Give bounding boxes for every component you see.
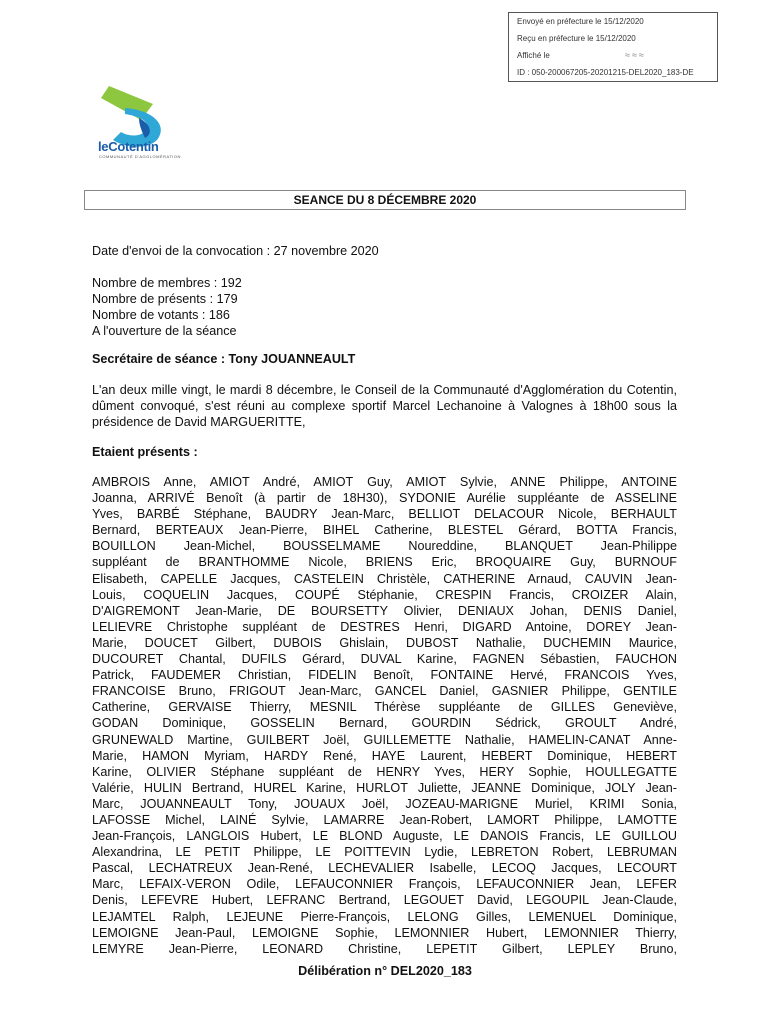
present-line: Karine, OLIVIER Stéphane suppléant de HENRY Yves, HERY Sophie, HOULLEGATTE [92,764,677,779]
present-line: FRANCOISE Bruno, FRIGOUT Jean-Marc, GANCEL Daniel, GASNIER Philippe, GENTILE [92,684,677,699]
present-line: Marie, DOUCET Gilbert, DUBOIS Ghislain, DUBOST Nathalie, DUCHEMIN Maurice, [92,635,677,650]
signature-mark: ≈≈≈ [624,50,646,60]
present-line: GODAN Dominique, GOSSELIN Bernard, GOURDIN Sédrick, GROULT André, [92,716,677,731]
present-line: Bernard, BERTEAUX Jean-Pierre, BIHEL Catherine, BLESTEL Gérard, BOTTA Francis, [92,523,677,538]
stamp-posted: Affiché le ≈≈≈ [509,47,717,64]
present-line: Joanna, ARRIVÉ Benoît (à partir de 18H30), SYDONIE Aurélie suppléante de ASSELINE [92,491,677,506]
present-line: BOUILLON Jean-Michel, BOUSSELMAME Noureddine, BLANQUET Jean-Philippe [92,539,677,554]
present-line: Jean-François, LANGLOIS Hubert, LE BLOND Auguste, LE DANOIS Francis, LE GUILLOU [92,829,677,844]
session-title: SEANCE DU 8 DÉCEMBRE 2020 [84,190,686,210]
count-opening: A l'ouverture de la séance [92,324,237,339]
stamp-received: Reçu en préfecture le 15/12/2020 [517,34,636,43]
stamp-id: ID : 050-200067205-20201215-DEL2020_183-DE [517,68,694,77]
present-line: suppléant de BRANTHOMME Nicole, BRIENS Eric, BROQUAIRE Guy, BURNOUF [92,555,677,570]
convocation-date: Date d'envoi de la convocation : 27 novembre 2020 [92,244,379,258]
present-line: Valérie, HULIN Bertrand, HUREL Karine, HURLOT Juliette, JEANNE Dominique, JOLY Jean- [92,780,677,795]
present-line: D'AIGREMONT Jean-Marie, DE BOURSETTY Olivier, DENIAUX Johan, DENIS Daniel, [92,603,677,618]
present-line: Louis, COQUELIN Jacques, COUPÉ Stéphanie, CRESPIN Francis, CROIZER Alain, [92,587,677,602]
present-line: Marc, LEFAIX-VERON Odile, LEFAUCONNIER François, LEFAUCONNIER Jean, LEFER [92,877,677,892]
prefecture-stamp [508,12,718,82]
present-line: LEJAMTEL Ralph, LEJEUNE Pierre-François, LELONG Gilles, LEMENUEL Dominique, [92,909,677,924]
count-voters: Nombre de votants : 186 [92,308,230,323]
session-secretary: Secrétaire de séance : Tony JOUANNEAULT [92,352,356,366]
present-line: Pascal, LECHATREUX Jean-René, LECHEVALIER Isabelle, LECOQ Jacques, LECOURT [92,861,677,876]
present-heading: Etaient présents : [92,445,198,459]
present-line: Yves, BARBÉ Stéphane, BAUDRY Jean-Marc, BELLIOT DELACOUR Nicole, BERHAULT [92,507,677,522]
present-line: LEMOIGNE Jean-Paul, LEMOIGNE Sophie, LEMONNIER Hubert, LEMONNIER Thierry, [92,925,677,940]
present-line: LEMYRE Jean-Pierre, LEONARD Christine, LEPETIT Gilbert, LEPLEY Bruno, [92,941,677,956]
present-line: AMBROIS Anne, AMIOT André, AMIOT Guy, AMIOT Sylvie, ANNE Philippe, ANTOINE [92,475,677,489]
attendance-counts [92,275,677,339]
present-line: Patrick, FAUDEMER Christian, FIDELIN Benoît, FONTAINE Hervé, FRANCOIS Yves, [92,668,677,683]
present-line: LELIEVRE Christophe suppléant de DESTRES Henri, DIGARD Antoine, DOREY Jean- [92,619,677,634]
present-line: DUCOURET Chantal, DUFILS Gérard, DUVAL Karine, FAGNEN Sébastien, FAUCHON [92,652,677,667]
present-line: Alexandrina, LE PETIT Philippe, LE POITTEVIN Lydie, LEBRETON Robert, LEBRUMAN [92,845,677,860]
present-line: LAFOSSE Michel, LAINÉ Sylvie, LAMARRE Jean-Robert, LAMORT Philippe, LAMOTTE [92,812,677,827]
present-line: GRUNEWALD Martine, GUILBERT Joël, GUILLEMETTE Nathalie, HAMELIN-CANAT Anne- [92,732,677,747]
present-line: Catherine, GERVAISE Thierry, MESNIL Thérèse suppléante de GILLES Geneviève, [92,700,677,715]
present-line: Marie, HAMON Myriam, HARDY René, HAYE Laurent, HEBERT Dominique, HEBERT [92,748,677,763]
deliberation-number: Délibération n° DEL2020_183 [298,964,472,978]
intro-paragraph: L'an deux mille vingt, le mardi 8 décembre, le Conseil de la Communauté d'Agglomération du Cotentin, dûment convoqué, s'est réuni au complexe sportif Marcel Lechanoine à Valognes à 18h00 sous la présidence de David MARGUERITTE, [92,383,677,430]
logo-name: leCotentin [98,139,159,154]
stamp-sent: Envoyé en préfecture le 15/12/2020 [517,17,644,26]
present-line: Marc, JOUANNEAULT Tony, JOUAUX Joël, JOZEAU-MARIGNE Muriel, KRIMI Sonia, [92,796,677,811]
present-line: Elisabeth, CAPELLE Jacques, CASTELEIN Christèle, CATHERINE Arnaud, CAUVIN Jean- [92,571,677,586]
count-present: Nombre de présents : 179 [92,292,238,307]
logo-subtitle: COMMUNAUTÉ D'AGGLOMÉRATION [99,154,181,159]
count-members: Nombre de membres : 192 [92,276,242,290]
present-list [92,474,677,957]
present-line: Denis, LEFEVRE Hubert, LEFRANC Bertrand, LEGOUET David, LEGOUPIL Jean-Claude, [92,893,677,908]
